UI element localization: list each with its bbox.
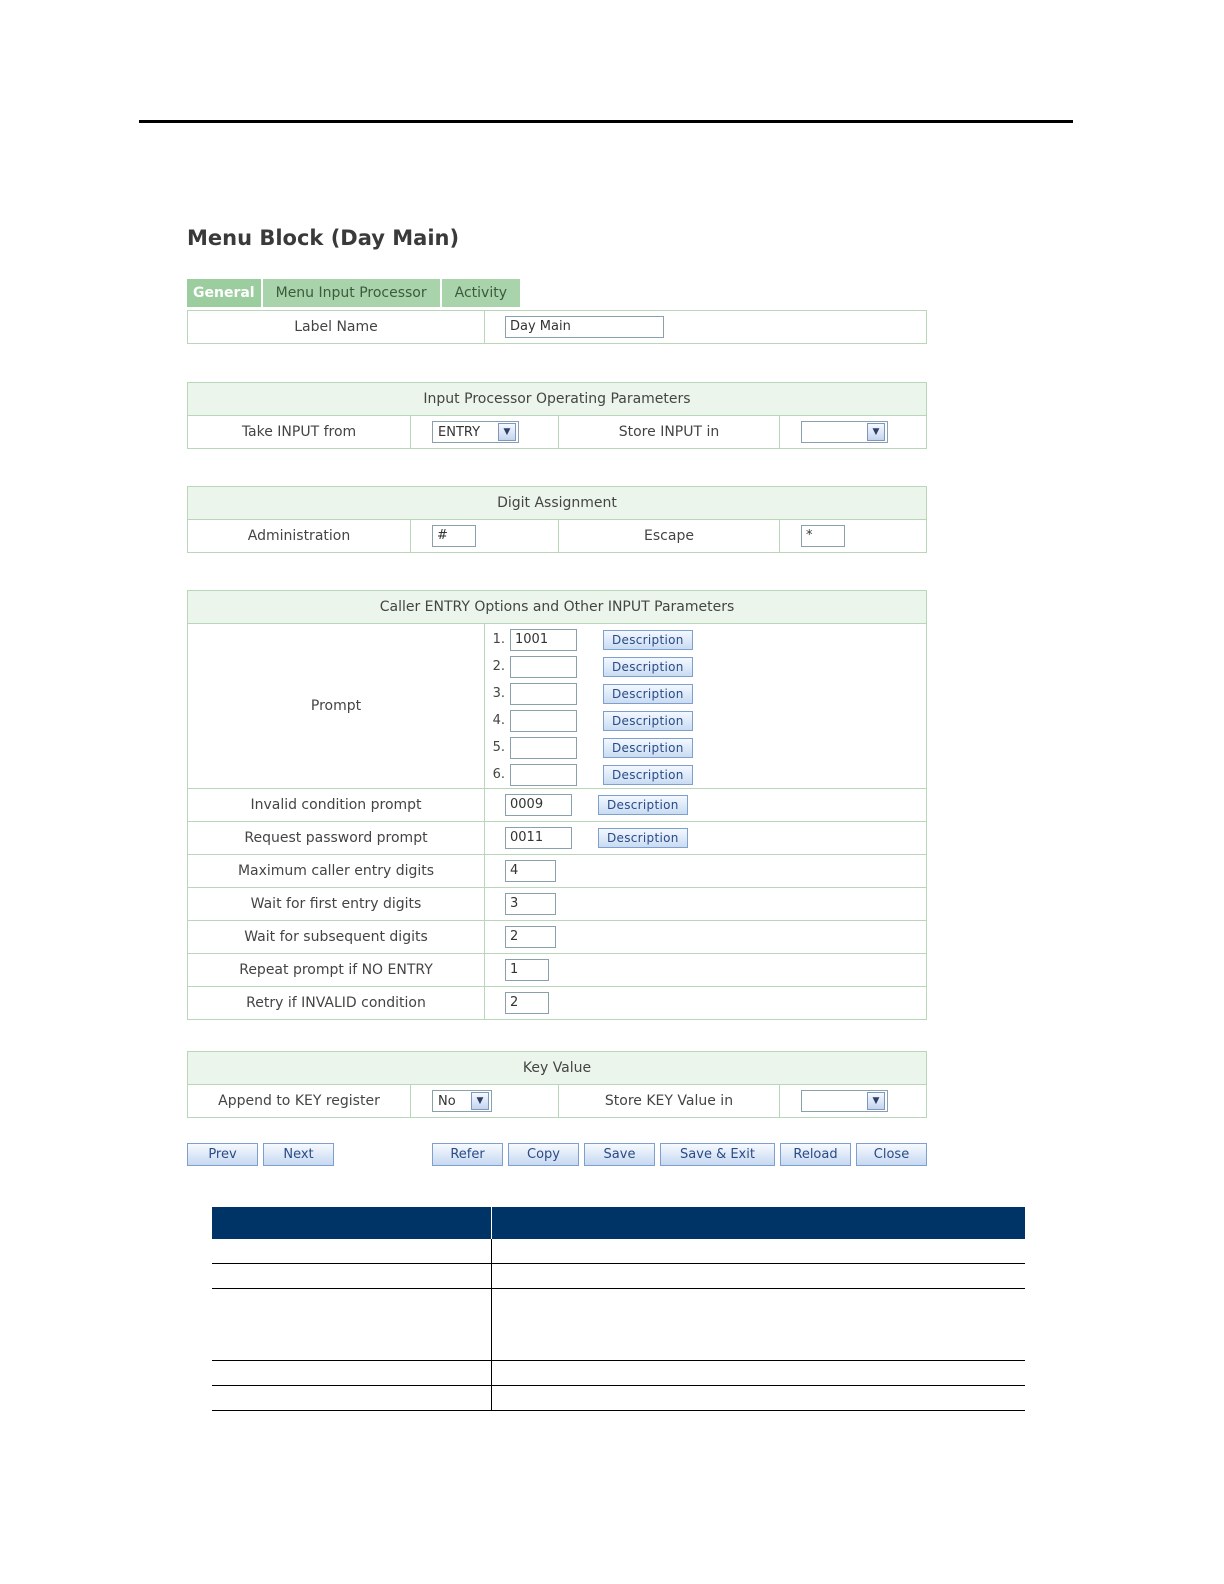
- table-row: [212, 1386, 1025, 1411]
- take-input-select[interactable]: [432, 421, 519, 443]
- tab-general[interactable]: General: [187, 279, 261, 307]
- table-row: [212, 1239, 1025, 1264]
- max-digits-input[interactable]: 4: [505, 860, 556, 882]
- prompt-1-input[interactable]: 1001: [510, 629, 577, 651]
- save-exit-button[interactable]: Save & Exit: [660, 1143, 775, 1166]
- refer-button[interactable]: Refer: [432, 1143, 503, 1166]
- prompt-item: 4. Description: [485, 707, 926, 734]
- chevron-down-icon: ▼: [867, 423, 885, 441]
- label-name-label: Label Name: [294, 319, 378, 335]
- prompt-item: 6. Description: [485, 761, 926, 788]
- digit-assignment-panel: [187, 486, 927, 553]
- take-input-label: Take INPUT from: [241, 424, 357, 440]
- escape-label: Escape: [558, 520, 779, 552]
- table-row: [212, 1361, 1025, 1386]
- take-input-value: ENTRY: [438, 424, 481, 440]
- caller-entry-heading: Caller ENTRY Options and Other INPUT Parameters: [188, 591, 926, 624]
- doc-table-header-cell: [492, 1207, 1026, 1239]
- tab-activity[interactable]: Activity: [442, 279, 520, 307]
- repeat-prompt-input[interactable]: 1: [505, 959, 549, 981]
- close-button[interactable]: Close: [856, 1143, 927, 1166]
- append-key-select[interactable]: [432, 1090, 492, 1112]
- key-value-panel: [187, 1051, 927, 1118]
- prompt-3-input[interactable]: [510, 683, 577, 705]
- prompt-2-input[interactable]: [510, 656, 577, 678]
- label-name-panel: [187, 310, 927, 344]
- prompt-2-description-button[interactable]: Description: [603, 657, 693, 677]
- password-prompt-input[interactable]: 0011: [505, 827, 572, 849]
- prompt-6-input[interactable]: [510, 764, 577, 786]
- administration-label: Administration: [247, 528, 351, 544]
- caller-entry-panel: [187, 590, 927, 1020]
- next-button[interactable]: Next: [263, 1143, 334, 1166]
- append-key-label: Append to KEY register: [218, 1093, 380, 1109]
- prompt-item: 3. Description: [485, 680, 926, 707]
- label-name-input[interactable]: Day Main: [505, 316, 664, 338]
- doc-table-header-cell: [212, 1207, 492, 1239]
- escape-input[interactable]: *: [801, 525, 845, 547]
- copy-button[interactable]: Copy: [508, 1143, 579, 1166]
- wait-subsequent-input[interactable]: 2: [505, 926, 556, 948]
- wait-first-input[interactable]: 3: [505, 893, 556, 915]
- store-key-select[interactable]: [801, 1090, 888, 1112]
- table-row: [212, 1264, 1025, 1289]
- prompt-6-description-button[interactable]: Description: [603, 765, 693, 785]
- wait-subsequent-label: Wait for subsequent digits: [244, 929, 428, 945]
- password-prompt-description-button[interactable]: Description: [598, 828, 688, 848]
- store-input-label: Store INPUT in: [558, 416, 779, 448]
- doc-table: [212, 1207, 1025, 1411]
- chevron-down-icon: ▼: [471, 1092, 489, 1110]
- administration-input[interactable]: #: [432, 525, 476, 547]
- wait-first-label: Wait for first entry digits: [250, 896, 422, 912]
- top-rule: [139, 120, 1073, 123]
- retry-invalid-input[interactable]: 2: [505, 992, 549, 1014]
- invalid-prompt-input[interactable]: 0009: [505, 794, 572, 816]
- prompt-label: Prompt: [310, 698, 362, 714]
- prompt-4-description-button[interactable]: Description: [603, 711, 693, 731]
- password-prompt-label: Request password prompt: [244, 830, 428, 846]
- prompt-1-description-button[interactable]: Description: [603, 630, 693, 650]
- tab-menu-input-processor[interactable]: Menu Input Processor: [263, 279, 440, 307]
- append-key-value: No: [438, 1093, 456, 1109]
- store-input-select[interactable]: [801, 421, 888, 443]
- max-digits-label: Maximum caller entry digits: [237, 863, 435, 879]
- reload-button[interactable]: Reload: [780, 1143, 851, 1166]
- invalid-prompt-description-button[interactable]: Description: [598, 795, 688, 815]
- tab-bar: [187, 279, 522, 307]
- digit-assignment-heading: Digit Assignment: [188, 487, 926, 520]
- prompt-5-input[interactable]: [510, 737, 577, 759]
- prompt-5-description-button[interactable]: Description: [603, 738, 693, 758]
- input-processor-heading: Input Processor Operating Parameters: [188, 383, 926, 416]
- retry-invalid-label: Retry if INVALID condition: [246, 995, 426, 1011]
- invalid-prompt-label: Invalid condition prompt: [250, 797, 422, 813]
- prev-button[interactable]: Prev: [187, 1143, 258, 1166]
- key-value-heading: Key Value: [188, 1052, 926, 1085]
- page-title: Menu Block (Day Main): [187, 226, 460, 250]
- doc-table-header: [212, 1207, 1025, 1239]
- prompt-4-input[interactable]: [510, 710, 577, 732]
- input-processor-panel: [187, 382, 927, 449]
- label-name-row: [188, 311, 926, 343]
- repeat-prompt-label: Repeat prompt if NO ENTRY: [239, 962, 433, 978]
- save-button[interactable]: Save: [584, 1143, 655, 1166]
- store-key-label: Store KEY Value in: [558, 1085, 779, 1117]
- prompt-item: 2. Description: [485, 653, 926, 680]
- prompt-list: [484, 624, 926, 788]
- chevron-down-icon: ▼: [867, 1092, 885, 1110]
- chevron-down-icon: ▼: [498, 423, 516, 441]
- table-row: [212, 1289, 1025, 1361]
- prompt-3-description-button[interactable]: Description: [603, 684, 693, 704]
- prompt-item: 5. Description: [485, 734, 926, 761]
- prompt-item: 1. 1001 Description: [485, 626, 926, 653]
